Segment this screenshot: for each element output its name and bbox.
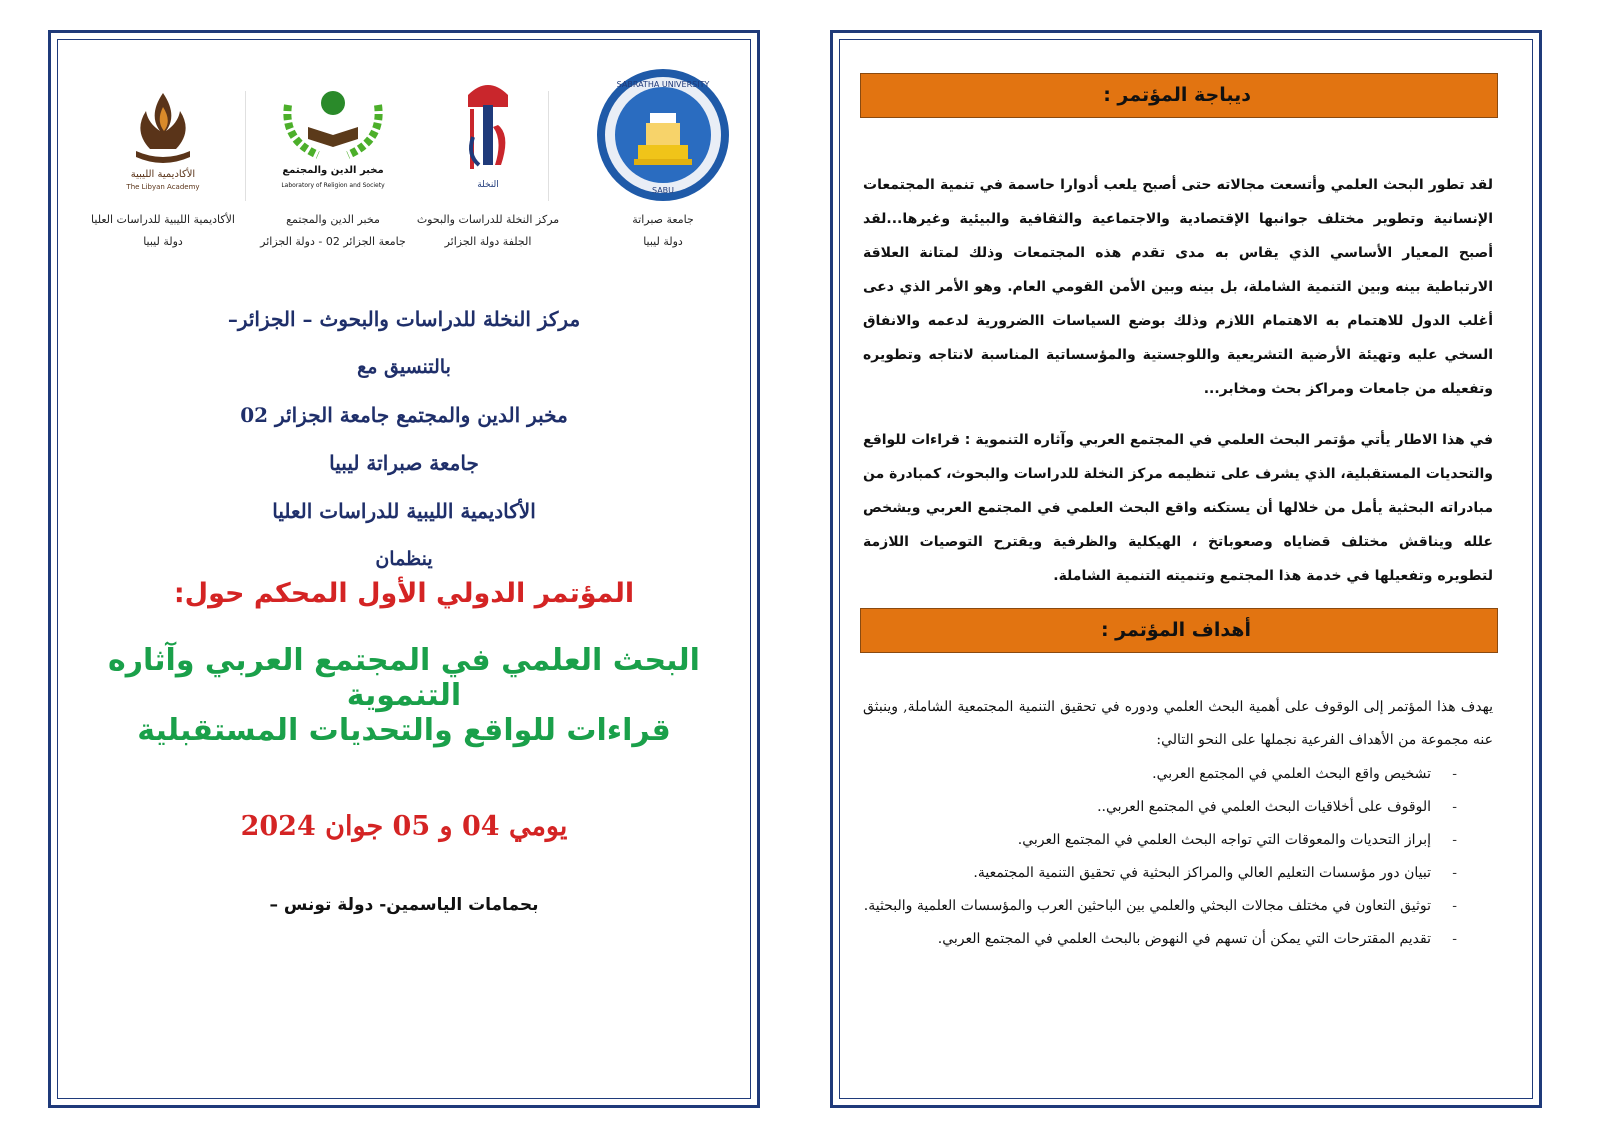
- objectives-intro: يهدف هذا المؤتمر إلى الوقوف على أهمية البحث العلمي ودوره في تحقيق التنمية المجتمعية الشاملة, وينبثق عنه مجموعة من الأهداف الفرعية نجملها على النحو التالي:: [863, 699, 1493, 748]
- logo-religion-society-lab: [253, 65, 413, 253]
- objective-text: إبراز التحديات والمعوقات التي تواجه البحث العلمي في المجتمع العربي.: [1017, 832, 1431, 848]
- svg-text:Laboratory of Religion and Soc: Laboratory of Religion and Society: [281, 182, 385, 189]
- logo-caption-line: جامعة صبراتة: [632, 213, 694, 226]
- objectives-title: أهداف المؤتمر :: [1100, 619, 1251, 641]
- objective-text: تشخيص واقع البحث العلمي في المجتمع العربي.: [1152, 766, 1431, 782]
- sabratha-seal-icon: [588, 65, 738, 205]
- objectives-section-bar: [860, 608, 1498, 653]
- objective-item: [863, 758, 1493, 791]
- logo-caption: [83, 209, 243, 253]
- organizer-line: الأكاديمية الليبية للدراسات العليا: [272, 499, 536, 523]
- objective-text: تقديم المقترحات التي يمكن أن تسهم في النهوض بالبحث العلمي في المجتمع العربي.: [937, 931, 1431, 947]
- conference-title-line2: قراءات للواقع والتحديات المستقبلية: [137, 713, 671, 748]
- bullet-dash: -: [1452, 865, 1457, 881]
- logos-row: [63, 65, 745, 255]
- logo-caption-line: دولة ليبيا: [143, 235, 183, 248]
- bullet-dash: -: [1452, 931, 1457, 947]
- svg-text:مخبر الدين والمجتمع: مخبر الدين والمجتمع: [282, 165, 384, 176]
- svg-text:النخلة: النخلة: [477, 180, 499, 190]
- logo-caption: [583, 209, 743, 253]
- logo-divider: [245, 91, 246, 201]
- svg-text:الأكاديمية الليبية: الأكاديمية الليبية: [130, 169, 196, 180]
- objective-text: تبيان دور مؤسسات التعليم العالي والمراكز البحثية في تحقيق التنمية المجتمعية.: [973, 865, 1431, 881]
- logo-caption: [408, 209, 568, 253]
- bullet-dash: -: [1452, 832, 1457, 848]
- organize-verb-line: ينظمان: [375, 548, 433, 570]
- bullet-dash: -: [1452, 898, 1457, 914]
- objective-text: الوقوف على أخلاقيات البحث العلمي في المجتمع العربي..: [1097, 799, 1431, 815]
- logo-sabratha-university: [583, 65, 743, 253]
- organizer-line: جامعة صبراتة ليبيا: [329, 451, 479, 475]
- flyer-back-panel: [830, 30, 1542, 1108]
- logo-caption-line: مخبر الدين والمجتمع: [286, 213, 380, 226]
- logo-caption-line: الجلفة دولة الجزائر: [444, 235, 532, 248]
- conference-date: يومي 04 و 05 جوان 2024: [240, 811, 568, 842]
- svg-text:SABRATHA UNIVERSITY: SABRATHA UNIVERSITY: [616, 80, 710, 89]
- objectives-list: [863, 758, 1493, 956]
- objective-text: توثيق التعاون في مختلف مجالات البحثي والعلمي بين الباحثين العرب والمؤسسات العلمية والبحثية.: [863, 898, 1431, 914]
- nakhla-logo-icon: [413, 65, 563, 205]
- conference-heading: المؤتمر الدولي الأول المحكم حول:: [173, 578, 635, 609]
- flyer-front-panel: [48, 30, 760, 1108]
- preamble-paragraph-2: في هذا الاطار يأتي مؤتمر البحث العلمي في المجتمع العربي وآثاره التنموية : قراءات للواقع والتحديات المستقبلية، الذي يشرف على تنظيمه مركز النخلة للدراسات والبحوث، كمبادرة من مبادراته البحثية يأمل من خلالها أن يستكنه واقع البحث العلمي في المجتمع العربي ويشخص علله ويناقش مختلف قضاياه وصعوباتخ ، الهيكلية والظرفية ويقترح التوصيات اللازمة لتطويره وتفعيلها في خدمة هذا المجتمع وتنميته التنمية الشاملة.: [863, 432, 1493, 584]
- objective-item: [863, 890, 1493, 923]
- svg-text:The Libyan Academy: The Libyan Academy: [126, 183, 200, 191]
- logo-caption-line: دولة ليبيا: [643, 235, 683, 248]
- organizer-line: مخبر الدين والمجتمع جامعة الجزائر 02: [240, 403, 568, 427]
- preamble-title: ديباجة المؤتمر :: [1103, 84, 1251, 106]
- preamble-paragraph-1: لقد تطور البحث العلمي وأتسعت مجالاته حتى أصبح يلعب أدوارا حاسمة في تنمية المجتمعات الإنسانية وتطوير مختلف جوانبها الإقتصادية والاجتماعية والثقافية والبيئية وغيرها...لقد أصبح المعيار الأساسي الذي يقاس به مدى تقدم هذه المجتمعات وذلك لمتانة العلاقة الارتباطية بينه وبين التنمية الشاملة، بل بينه وبين الأمن القومي العام. وهو الأمر الذي دعى أغلب الدول للاهتمام به الاهتمام اللازم وذلك بوضع السياسات االضرورية لدعمه والانفاق السخي عليه وتهيئة الأرضية التشريعية واللوجستية والمؤسساتية المناسبة لانتاجه وتطويره وتفعيله من جامعات ومراكز بحث ومخابر...: [863, 177, 1493, 397]
- svg-text:SABU: SABU: [651, 186, 675, 195]
- logo-libyan-academy: [83, 65, 243, 253]
- organizer-line: مركز النخلة للدراسات والبحوث – الجزائر–: [227, 307, 581, 331]
- laurel-book-icon: [258, 65, 408, 205]
- objective-item: [863, 791, 1493, 824]
- logo-caption-line: جامعة الجزائر 02 - دولة الجزائر: [260, 235, 406, 248]
- objective-item: [863, 824, 1493, 857]
- preamble-section-bar: [860, 73, 1498, 118]
- logo-nakhla-center: [408, 65, 568, 253]
- bullet-dash: -: [1452, 766, 1457, 782]
- conference-title-line1: البحث العلمي في المجتمع العربي وآثاره التنموية: [108, 643, 700, 713]
- logo-caption-line: مركز النخلة للدراسات والبحوث: [416, 213, 560, 226]
- organizers-block: [51, 295, 757, 583]
- libyan-academy-flame-icon: [88, 65, 238, 205]
- conference-venue: بحمامات الياسمين- دولة تونس –: [269, 895, 539, 915]
- logo-caption: [253, 209, 413, 253]
- logo-caption-line: الأكاديمية الليبية للدراسات العليا: [91, 213, 235, 226]
- objective-item: [863, 857, 1493, 890]
- objective-item: [863, 923, 1493, 956]
- bullet-dash: -: [1452, 799, 1457, 815]
- coordination-line: بالتنسيق مع: [357, 356, 451, 378]
